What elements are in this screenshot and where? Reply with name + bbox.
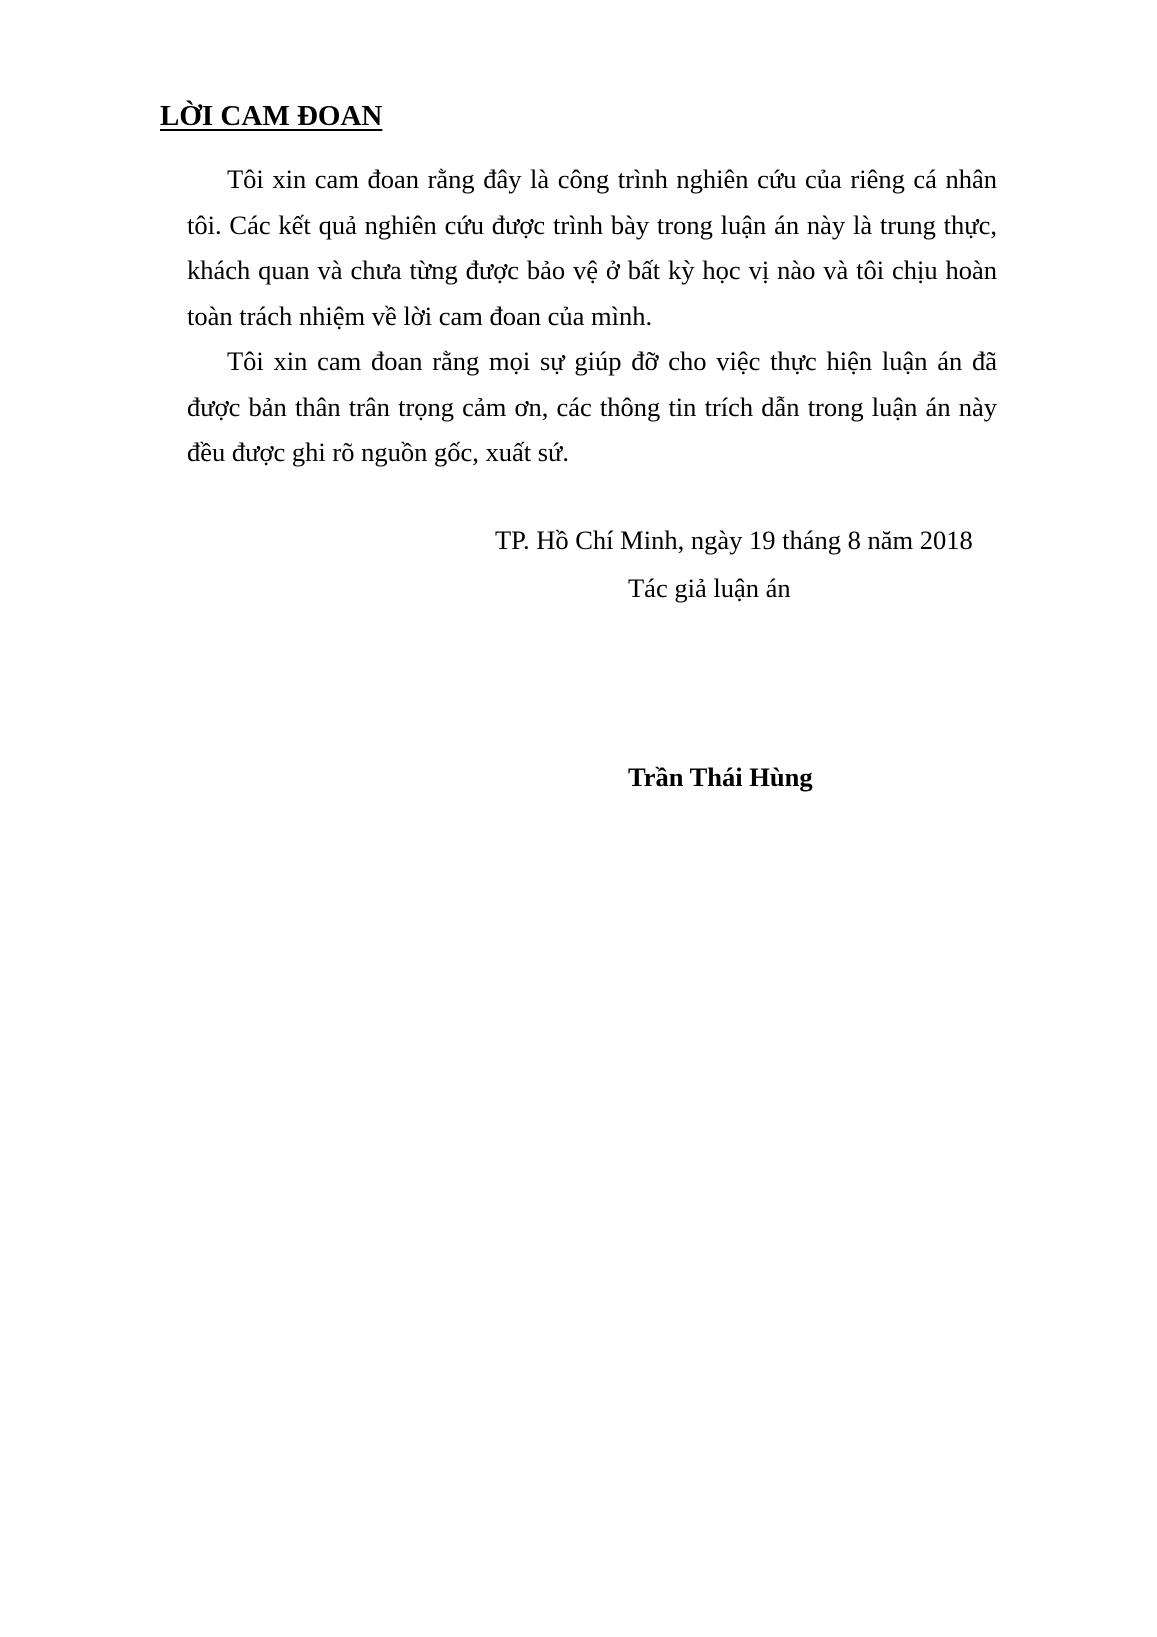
page-title: LỜI CAM ĐOAN	[160, 100, 383, 132]
author-role-label: Tác giả luận án	[628, 573, 791, 603]
author-name: Trần Thái Hùng	[628, 762, 813, 792]
place-date-line: TP. Hồ Chí Minh, ngày 19 tháng 8 năm 2018	[495, 525, 973, 555]
declaration-body	[187, 157, 997, 476]
declaration-paragraph-2: Tôi xin cam đoan rằng mọi sự giúp đỡ cho việc thực hiện luận án đã được bản thân trân trọng cảm ơn, các thông tin trích dẫn trong luận án này đều được ghi rõ nguồn gốc, xuất sứ.	[187, 346, 997, 467]
declaration-paragraph-1: Tôi xin cam đoan rằng đây là công trình nghiên cứu của riêng cá nhân tôi. Các kết quả nghiên cứu được trình bày trong luận án này là trung thực, khách quan và chưa từng được bảo vệ ở bất kỳ học vị nào và tôi chịu hoàn toàn trách nhiệm về lời cam đoan của mình.	[187, 164, 997, 331]
